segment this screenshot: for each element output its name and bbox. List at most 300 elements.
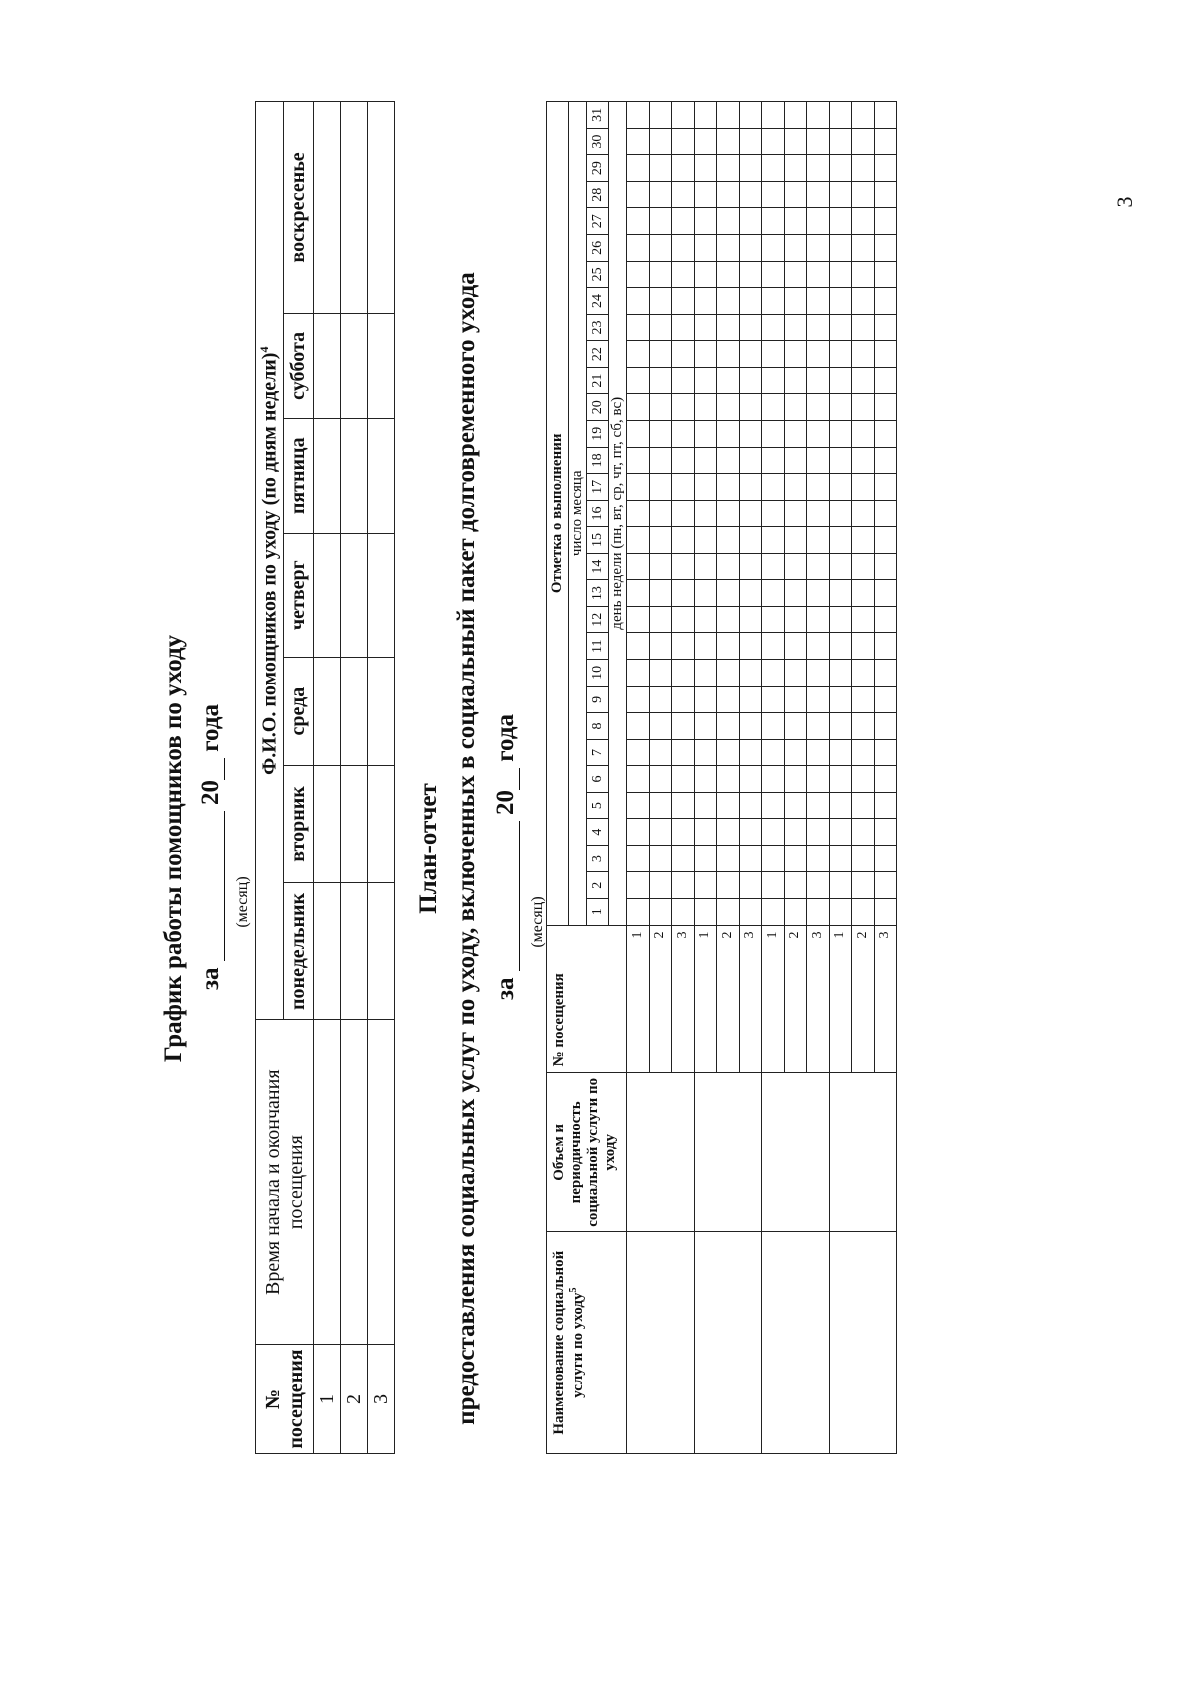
mark-cell[interactable] xyxy=(829,660,852,687)
mark-cell[interactable] xyxy=(784,208,807,235)
mark-cell[interactable] xyxy=(829,288,852,315)
mark-cell[interactable] xyxy=(672,341,695,368)
mark-cell[interactable] xyxy=(649,447,672,474)
mark-cell[interactable] xyxy=(784,660,807,687)
mark-cell[interactable] xyxy=(627,739,650,766)
mark-cell[interactable] xyxy=(874,314,897,341)
mark-cell[interactable] xyxy=(829,580,852,607)
mark-cell[interactable] xyxy=(829,181,852,208)
mark-cell[interactable] xyxy=(852,181,875,208)
mark-cell[interactable] xyxy=(649,394,672,421)
schedule-cell[interactable] xyxy=(368,765,395,883)
mark-cell[interactable] xyxy=(807,500,830,527)
mark-cell[interactable] xyxy=(807,792,830,819)
mark-cell[interactable] xyxy=(627,447,650,474)
mark-cell[interactable] xyxy=(852,394,875,421)
mark-cell[interactable] xyxy=(829,208,852,235)
schedule-cell[interactable] xyxy=(314,1020,341,1345)
mark-cell[interactable] xyxy=(649,792,672,819)
mark-cell[interactable] xyxy=(739,633,762,660)
mark-cell[interactable] xyxy=(807,314,830,341)
mark-cell[interactable] xyxy=(829,553,852,580)
mark-cell[interactable] xyxy=(627,235,650,262)
mark-cell[interactable] xyxy=(649,872,672,899)
mark-cell[interactable] xyxy=(762,739,785,766)
mark-cell[interactable] xyxy=(874,420,897,447)
mark-cell[interactable] xyxy=(672,420,695,447)
mark-cell[interactable] xyxy=(649,527,672,554)
mark-cell[interactable] xyxy=(694,606,717,633)
mark-cell[interactable] xyxy=(739,394,762,421)
mark-cell[interactable] xyxy=(874,500,897,527)
mark-cell[interactable] xyxy=(739,527,762,554)
mark-cell[interactable] xyxy=(829,447,852,474)
mark-cell[interactable] xyxy=(784,845,807,872)
mark-cell[interactable] xyxy=(784,819,807,846)
mark-cell[interactable] xyxy=(829,155,852,182)
mark-cell[interactable] xyxy=(852,235,875,262)
schedule-cell[interactable] xyxy=(368,657,395,765)
schedule-cell[interactable] xyxy=(341,313,368,418)
mark-cell[interactable] xyxy=(649,580,672,607)
mark-cell[interactable] xyxy=(829,394,852,421)
schedule-cell[interactable] xyxy=(314,313,341,418)
mark-cell[interactable] xyxy=(762,261,785,288)
mark-cell[interactable] xyxy=(649,739,672,766)
mark-cell[interactable] xyxy=(874,447,897,474)
mark-cell[interactable] xyxy=(874,341,897,368)
mark-cell[interactable] xyxy=(649,845,672,872)
mark-cell[interactable] xyxy=(762,898,785,925)
mark-cell[interactable] xyxy=(852,155,875,182)
mark-cell[interactable] xyxy=(672,580,695,607)
mark-cell[interactable] xyxy=(672,500,695,527)
mark-cell[interactable] xyxy=(627,898,650,925)
mark-cell[interactable] xyxy=(627,181,650,208)
mark-cell[interactable] xyxy=(649,713,672,740)
mark-cell[interactable] xyxy=(874,102,897,129)
mark-cell[interactable] xyxy=(672,208,695,235)
mark-cell[interactable] xyxy=(717,235,740,262)
mark-cell[interactable] xyxy=(649,341,672,368)
mark-cell[interactable] xyxy=(807,341,830,368)
mark-cell[interactable] xyxy=(672,606,695,633)
mark-cell[interactable] xyxy=(739,367,762,394)
mark-cell[interactable] xyxy=(852,500,875,527)
mark-cell[interactable] xyxy=(784,739,807,766)
schedule-cell[interactable] xyxy=(314,883,341,1020)
schedule-cell[interactable] xyxy=(314,418,341,533)
mark-cell[interactable] xyxy=(694,128,717,155)
mark-cell[interactable] xyxy=(672,102,695,129)
mark-cell[interactable] xyxy=(807,261,830,288)
mark-cell[interactable] xyxy=(694,580,717,607)
mark-cell[interactable] xyxy=(852,341,875,368)
mark-cell[interactable] xyxy=(694,792,717,819)
mark-cell[interactable] xyxy=(649,819,672,846)
mark-cell[interactable] xyxy=(762,208,785,235)
mark-cell[interactable] xyxy=(717,553,740,580)
mark-cell[interactable] xyxy=(627,766,650,793)
mark-cell[interactable] xyxy=(807,235,830,262)
mark-cell[interactable] xyxy=(852,766,875,793)
mark-cell[interactable] xyxy=(739,208,762,235)
mark-cell[interactable] xyxy=(627,208,650,235)
mark-cell[interactable] xyxy=(762,288,785,315)
mark-cell[interactable] xyxy=(739,898,762,925)
mark-cell[interactable] xyxy=(739,261,762,288)
mark-cell[interactable] xyxy=(829,819,852,846)
mark-cell[interactable] xyxy=(694,633,717,660)
mark-cell[interactable] xyxy=(762,845,785,872)
mark-cell[interactable] xyxy=(649,766,672,793)
mark-cell[interactable] xyxy=(649,235,672,262)
service-volume-cell[interactable] xyxy=(829,1073,897,1232)
mark-cell[interactable] xyxy=(672,527,695,554)
mark-cell[interactable] xyxy=(829,261,852,288)
mark-cell[interactable] xyxy=(852,128,875,155)
mark-cell[interactable] xyxy=(784,766,807,793)
mark-cell[interactable] xyxy=(717,341,740,368)
mark-cell[interactable] xyxy=(784,261,807,288)
mark-cell[interactable] xyxy=(874,474,897,501)
mark-cell[interactable] xyxy=(874,367,897,394)
service-volume-cell[interactable] xyxy=(627,1073,695,1232)
mark-cell[interactable] xyxy=(694,235,717,262)
mark-cell[interactable] xyxy=(784,394,807,421)
mark-cell[interactable] xyxy=(694,474,717,501)
mark-cell[interactable] xyxy=(784,420,807,447)
mark-cell[interactable] xyxy=(807,898,830,925)
mark-cell[interactable] xyxy=(784,102,807,129)
mark-cell[interactable] xyxy=(717,314,740,341)
mark-cell[interactable] xyxy=(852,872,875,899)
mark-cell[interactable] xyxy=(672,155,695,182)
mark-cell[interactable] xyxy=(717,660,740,687)
mark-cell[interactable] xyxy=(852,792,875,819)
mark-cell[interactable] xyxy=(694,288,717,315)
mark-cell[interactable] xyxy=(694,527,717,554)
mark-cell[interactable] xyxy=(852,420,875,447)
mark-cell[interactable] xyxy=(717,580,740,607)
mark-cell[interactable] xyxy=(762,420,785,447)
mark-cell[interactable] xyxy=(694,713,717,740)
mark-cell[interactable] xyxy=(762,580,785,607)
mark-cell[interactable] xyxy=(649,181,672,208)
mark-cell[interactable] xyxy=(852,474,875,501)
mark-cell[interactable] xyxy=(784,181,807,208)
mark-cell[interactable] xyxy=(807,766,830,793)
mark-cell[interactable] xyxy=(672,447,695,474)
schedule-cell[interactable] xyxy=(341,883,368,1020)
mark-cell[interactable] xyxy=(852,606,875,633)
mark-cell[interactable] xyxy=(627,845,650,872)
mark-cell[interactable] xyxy=(852,208,875,235)
mark-cell[interactable] xyxy=(694,367,717,394)
mark-cell[interactable] xyxy=(649,128,672,155)
mark-cell[interactable] xyxy=(762,553,785,580)
mark-cell[interactable] xyxy=(672,845,695,872)
mark-cell[interactable] xyxy=(739,341,762,368)
mark-cell[interactable] xyxy=(852,553,875,580)
mark-cell[interactable] xyxy=(717,792,740,819)
mark-cell[interactable] xyxy=(874,606,897,633)
mark-cell[interactable] xyxy=(739,580,762,607)
mark-cell[interactable] xyxy=(807,713,830,740)
mark-cell[interactable] xyxy=(829,739,852,766)
mark-cell[interactable] xyxy=(784,686,807,713)
service-name-cell[interactable] xyxy=(694,1232,762,1454)
mark-cell[interactable] xyxy=(739,553,762,580)
schedule-cell[interactable] xyxy=(368,418,395,533)
mark-cell[interactable] xyxy=(649,686,672,713)
mark-cell[interactable] xyxy=(852,713,875,740)
mark-cell[interactable] xyxy=(739,155,762,182)
mark-cell[interactable] xyxy=(829,420,852,447)
mark-cell[interactable] xyxy=(784,367,807,394)
mark-cell[interactable] xyxy=(762,766,785,793)
mark-cell[interactable] xyxy=(784,474,807,501)
mark-cell[interactable] xyxy=(672,792,695,819)
mark-cell[interactable] xyxy=(784,898,807,925)
mark-cell[interactable] xyxy=(739,792,762,819)
mark-cell[interactable] xyxy=(829,792,852,819)
mark-cell[interactable] xyxy=(807,447,830,474)
mark-cell[interactable] xyxy=(649,288,672,315)
mark-cell[interactable] xyxy=(874,128,897,155)
service-volume-cell[interactable] xyxy=(694,1073,762,1232)
mark-cell[interactable] xyxy=(852,527,875,554)
mark-cell[interactable] xyxy=(694,341,717,368)
mark-cell[interactable] xyxy=(649,500,672,527)
mark-cell[interactable] xyxy=(627,367,650,394)
mark-cell[interactable] xyxy=(807,580,830,607)
mark-cell[interactable] xyxy=(874,235,897,262)
mark-cell[interactable] xyxy=(717,155,740,182)
mark-cell[interactable] xyxy=(672,128,695,155)
schedule-cell[interactable] xyxy=(341,102,368,314)
mark-cell[interactable] xyxy=(874,660,897,687)
mark-cell[interactable] xyxy=(829,713,852,740)
mark-cell[interactable] xyxy=(672,474,695,501)
service-volume-cell[interactable] xyxy=(762,1073,830,1232)
mark-cell[interactable] xyxy=(762,633,785,660)
mark-cell[interactable] xyxy=(649,155,672,182)
mark-cell[interactable] xyxy=(874,181,897,208)
mark-cell[interactable] xyxy=(852,367,875,394)
mark-cell[interactable] xyxy=(649,102,672,129)
mark-cell[interactable] xyxy=(627,606,650,633)
mark-cell[interactable] xyxy=(694,686,717,713)
mark-cell[interactable] xyxy=(784,155,807,182)
mark-cell[interactable] xyxy=(874,527,897,554)
mark-cell[interactable] xyxy=(829,686,852,713)
mark-cell[interactable] xyxy=(717,527,740,554)
mark-cell[interactable] xyxy=(829,872,852,899)
mark-cell[interactable] xyxy=(829,314,852,341)
mark-cell[interactable] xyxy=(739,447,762,474)
mark-cell[interactable] xyxy=(874,686,897,713)
mark-cell[interactable] xyxy=(829,766,852,793)
mark-cell[interactable] xyxy=(807,606,830,633)
mark-cell[interactable] xyxy=(717,819,740,846)
mark-cell[interactable] xyxy=(807,288,830,315)
mark-cell[interactable] xyxy=(807,872,830,899)
mark-cell[interactable] xyxy=(717,766,740,793)
mark-cell[interactable] xyxy=(852,845,875,872)
mark-cell[interactable] xyxy=(672,713,695,740)
mark-cell[interactable] xyxy=(739,420,762,447)
mark-cell[interactable] xyxy=(694,314,717,341)
mark-cell[interactable] xyxy=(762,474,785,501)
mark-cell[interactable] xyxy=(649,367,672,394)
mark-cell[interactable] xyxy=(807,686,830,713)
mark-cell[interactable] xyxy=(739,235,762,262)
mark-cell[interactable] xyxy=(672,766,695,793)
mark-cell[interactable] xyxy=(739,872,762,899)
mark-cell[interactable] xyxy=(829,527,852,554)
mark-cell[interactable] xyxy=(874,819,897,846)
mark-cell[interactable] xyxy=(739,713,762,740)
mark-cell[interactable] xyxy=(649,261,672,288)
mark-cell[interactable] xyxy=(739,500,762,527)
mark-cell[interactable] xyxy=(852,261,875,288)
mark-cell[interactable] xyxy=(807,845,830,872)
mark-cell[interactable] xyxy=(829,102,852,129)
mark-cell[interactable] xyxy=(829,341,852,368)
mark-cell[interactable] xyxy=(694,500,717,527)
mark-cell[interactable] xyxy=(649,898,672,925)
mark-cell[interactable] xyxy=(762,500,785,527)
mark-cell[interactable] xyxy=(762,686,785,713)
mark-cell[interactable] xyxy=(739,845,762,872)
mark-cell[interactable] xyxy=(807,155,830,182)
mark-cell[interactable] xyxy=(807,474,830,501)
mark-cell[interactable] xyxy=(874,872,897,899)
mark-cell[interactable] xyxy=(829,606,852,633)
mark-cell[interactable] xyxy=(829,898,852,925)
mark-cell[interactable] xyxy=(694,660,717,687)
mark-cell[interactable] xyxy=(717,420,740,447)
mark-cell[interactable] xyxy=(829,633,852,660)
mark-cell[interactable] xyxy=(739,606,762,633)
mark-cell[interactable] xyxy=(739,474,762,501)
mark-cell[interactable] xyxy=(649,633,672,660)
mark-cell[interactable] xyxy=(694,898,717,925)
mark-cell[interactable] xyxy=(852,686,875,713)
mark-cell[interactable] xyxy=(627,633,650,660)
mark-cell[interactable] xyxy=(807,208,830,235)
mark-cell[interactable] xyxy=(627,660,650,687)
mark-cell[interactable] xyxy=(717,394,740,421)
mark-cell[interactable] xyxy=(784,606,807,633)
mark-cell[interactable] xyxy=(717,606,740,633)
mark-cell[interactable] xyxy=(829,235,852,262)
mark-cell[interactable] xyxy=(672,686,695,713)
mark-cell[interactable] xyxy=(717,633,740,660)
mark-cell[interactable] xyxy=(672,288,695,315)
service-name-cell[interactable] xyxy=(829,1232,897,1454)
mark-cell[interactable] xyxy=(874,155,897,182)
mark-cell[interactable] xyxy=(784,314,807,341)
mark-cell[interactable] xyxy=(694,181,717,208)
mark-cell[interactable] xyxy=(694,553,717,580)
mark-cell[interactable] xyxy=(762,314,785,341)
schedule-cell[interactable] xyxy=(314,765,341,883)
mark-cell[interactable] xyxy=(627,792,650,819)
mark-cell[interactable] xyxy=(874,713,897,740)
mark-cell[interactable] xyxy=(784,500,807,527)
mark-cell[interactable] xyxy=(627,288,650,315)
mark-cell[interactable] xyxy=(829,845,852,872)
mark-cell[interactable] xyxy=(829,367,852,394)
mark-cell[interactable] xyxy=(807,660,830,687)
mark-cell[interactable] xyxy=(717,288,740,315)
mark-cell[interactable] xyxy=(717,898,740,925)
mark-cell[interactable] xyxy=(762,367,785,394)
mark-cell[interactable] xyxy=(717,447,740,474)
mark-cell[interactable] xyxy=(717,872,740,899)
mark-cell[interactable] xyxy=(739,766,762,793)
mark-cell[interactable] xyxy=(852,447,875,474)
mark-cell[interactable] xyxy=(874,898,897,925)
mark-cell[interactable] xyxy=(762,235,785,262)
service-name-cell[interactable] xyxy=(762,1232,830,1454)
mark-cell[interactable] xyxy=(852,898,875,925)
mark-cell[interactable] xyxy=(784,792,807,819)
mark-cell[interactable] xyxy=(627,686,650,713)
mark-cell[interactable] xyxy=(829,128,852,155)
mark-cell[interactable] xyxy=(672,633,695,660)
mark-cell[interactable] xyxy=(784,633,807,660)
mark-cell[interactable] xyxy=(852,660,875,687)
mark-cell[interactable] xyxy=(762,660,785,687)
mark-cell[interactable] xyxy=(627,394,650,421)
mark-cell[interactable] xyxy=(852,633,875,660)
mark-cell[interactable] xyxy=(672,660,695,687)
mark-cell[interactable] xyxy=(649,474,672,501)
mark-cell[interactable] xyxy=(874,261,897,288)
mark-cell[interactable] xyxy=(627,500,650,527)
mark-cell[interactable] xyxy=(627,314,650,341)
mark-cell[interactable] xyxy=(627,713,650,740)
mark-cell[interactable] xyxy=(627,102,650,129)
mark-cell[interactable] xyxy=(694,394,717,421)
mark-cell[interactable] xyxy=(762,819,785,846)
mark-cell[interactable] xyxy=(627,474,650,501)
mark-cell[interactable] xyxy=(784,580,807,607)
mark-cell[interactable] xyxy=(694,155,717,182)
mark-cell[interactable] xyxy=(784,341,807,368)
mark-cell[interactable] xyxy=(694,739,717,766)
mark-cell[interactable] xyxy=(762,394,785,421)
mark-cell[interactable] xyxy=(874,633,897,660)
mark-cell[interactable] xyxy=(852,102,875,129)
mark-cell[interactable] xyxy=(807,739,830,766)
mark-cell[interactable] xyxy=(717,102,740,129)
mark-cell[interactable] xyxy=(762,447,785,474)
mark-cell[interactable] xyxy=(829,500,852,527)
mark-cell[interactable] xyxy=(762,155,785,182)
mark-cell[interactable] xyxy=(807,102,830,129)
mark-cell[interactable] xyxy=(717,713,740,740)
mark-cell[interactable] xyxy=(807,633,830,660)
mark-cell[interactable] xyxy=(694,819,717,846)
mark-cell[interactable] xyxy=(874,394,897,421)
mark-cell[interactable] xyxy=(717,128,740,155)
mark-cell[interactable] xyxy=(874,845,897,872)
mark-cell[interactable] xyxy=(784,872,807,899)
